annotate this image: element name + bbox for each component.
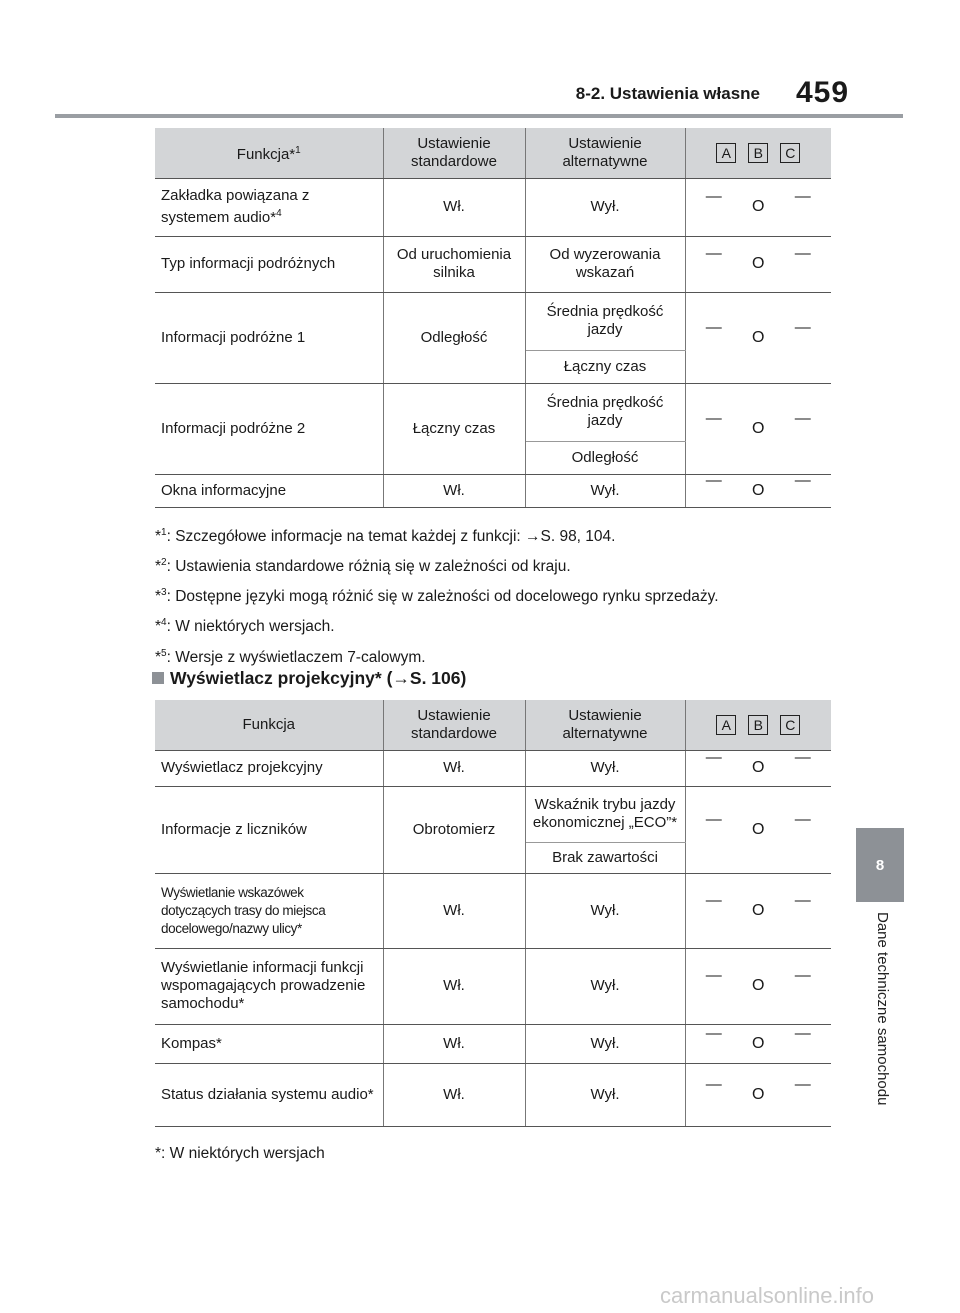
- settings-table-1: [155, 128, 831, 508]
- badge-b: B: [748, 143, 768, 163]
- cell-function: Okna informacyjne: [155, 474, 383, 507]
- cell-alternative: Wył.: [525, 750, 685, 786]
- header-abc: [685, 700, 831, 750]
- cell-marks: — O —: [685, 948, 831, 1024]
- cell-standard: Wł.: [383, 178, 525, 236]
- cell-standard: Wł.: [383, 1063, 525, 1126]
- header-function: Funkcja: [155, 700, 383, 750]
- footnotes-1: [155, 527, 719, 678]
- cell-alternative: Od wyzerowania wskazań: [525, 236, 685, 292]
- footnote: *$^5$: Wersje z wyświetlaczem 7-calowym.: [155, 647, 426, 666]
- cell-alternative: Wył.: [525, 1024, 685, 1063]
- cell-alternative: Brak zawartości: [525, 842, 685, 873]
- header-divider: [55, 114, 903, 118]
- table-row: [155, 1024, 831, 1063]
- header-alternative: Ustawienie alternatywne: [525, 128, 685, 178]
- table-header-row: [155, 700, 831, 750]
- cell-alternative: Łączny czas: [525, 350, 685, 383]
- cell-standard: Wł.: [383, 948, 525, 1024]
- cell-standard: Od uruchomienia silnika: [383, 236, 525, 292]
- table-row: [155, 786, 831, 842]
- cell-marks: — O —: [685, 178, 831, 236]
- cell-function: Wyświetlanie informacji funkcji wspomagających prowadzenie samochodu*: [155, 948, 383, 1024]
- table-row: [155, 292, 831, 350]
- cell-standard: Łączny czas: [383, 383, 525, 474]
- badge-c: C: [780, 143, 800, 163]
- table-header-row: [155, 128, 831, 178]
- header-alternative: Ustawienie alternatywne: [525, 700, 685, 750]
- cell-standard: Obrotomierz: [383, 786, 525, 873]
- cell-function: Informacji podróżne 1: [155, 292, 383, 383]
- table-row: [155, 1063, 831, 1126]
- page-number: 459: [796, 76, 850, 109]
- cell-marks: — O —: [685, 786, 831, 873]
- square-bullet-icon: [152, 672, 164, 684]
- table-row: [155, 383, 831, 441]
- cell-marks: — O —: [685, 750, 831, 786]
- cell-alternative: Średnia prędkość jazdy: [525, 292, 685, 350]
- cell-marks: — O —: [685, 383, 831, 474]
- footnote: *$^1$: Szczegółowe informacje na temat każdej z funkcji: →S. 98, 104.: [155, 527, 616, 546]
- cell-alternative: Odległość: [525, 441, 685, 474]
- chapter-tab: [856, 828, 904, 902]
- header-function: Funkcja*$^1$: [155, 128, 383, 178]
- section-heading: Wyświetlacz projekcyjny* (→S. 106): [152, 668, 466, 689]
- cell-function: Informacji podróżne 2: [155, 383, 383, 474]
- header-abc: [685, 128, 831, 178]
- cell-standard: Wł.: [383, 873, 525, 948]
- cell-standard: Wł.: [383, 1024, 525, 1063]
- chapter-number: 8: [875, 856, 885, 874]
- cell-marks: — O —: [685, 236, 831, 292]
- cell-function: Status działania systemu audio*: [155, 1063, 383, 1126]
- table-row: [155, 873, 831, 948]
- watermark: carmanualsonline.info: [660, 1283, 875, 1308]
- cell-alternative: Wył.: [525, 948, 685, 1024]
- cell-function: Kompas*: [155, 1024, 383, 1063]
- badge-a: A: [716, 715, 736, 735]
- cell-marks: — O —: [685, 873, 831, 948]
- cell-standard: Odległość: [383, 292, 525, 383]
- badge-c: C: [780, 715, 800, 735]
- table-row: [155, 474, 831, 507]
- chapter-label: Dane techniczne samochodu: [874, 912, 891, 1106]
- cell-function: Informacje z liczników: [155, 786, 383, 873]
- footnote-2: [155, 1145, 325, 1174]
- cell-alternative: Wył.: [525, 873, 685, 948]
- table-row: [155, 178, 831, 236]
- cell-alternative: Wył.: [525, 178, 685, 236]
- footnote: *$^4$: W niektórych wersjach.: [155, 617, 335, 636]
- table-row: [155, 236, 831, 292]
- footnote: *$^3$: Dostępne języki mogą różnić się w zależności od docelowego rynku sprzedaży.: [155, 587, 719, 606]
- badge-b: B: [748, 715, 768, 735]
- cell-function: Wyświetlacz projekcyjny: [155, 750, 383, 786]
- footnote: *$^2$: Ustawienia standardowe różnią się w zależności od kraju.: [155, 557, 571, 576]
- cell-function: Typ informacji podróżnych: [155, 236, 383, 292]
- header-standard: Ustawienie standardowe: [383, 128, 525, 178]
- cell-standard: Wł.: [383, 474, 525, 507]
- footnote: *: W niektórych wersjach: [155, 1145, 325, 1162]
- header-standard: Ustawienie standardowe: [383, 700, 525, 750]
- cell-alternative: Wskaźnik trybu jazdy ekonomicznej „ECO”*: [525, 786, 685, 842]
- cell-standard: Wł.: [383, 750, 525, 786]
- cell-marks: — O —: [685, 292, 831, 383]
- table-row: [155, 948, 831, 1024]
- cell-alternative: Wył.: [525, 1063, 685, 1126]
- section-title: 8-2. Ustawienia własne: [575, 84, 760, 103]
- cell-alternative: Średnia prędkość jazdy: [525, 383, 685, 441]
- cell-function: Wyświetlanie wskazówek dotyczących trasy do miejsca docelowego/nazwy ulicy*: [155, 873, 383, 948]
- cell-marks: — O —: [685, 1024, 831, 1063]
- cell-marks: — O —: [685, 474, 831, 507]
- cell-marks: — O —: [685, 1063, 831, 1126]
- settings-table-2: [155, 700, 831, 1127]
- table-row: [155, 750, 831, 786]
- cell-function: Zakładka powiązana z systemem audio*$^4$: [155, 178, 383, 236]
- cell-alternative: Wył.: [525, 474, 685, 507]
- badge-a: A: [716, 143, 736, 163]
